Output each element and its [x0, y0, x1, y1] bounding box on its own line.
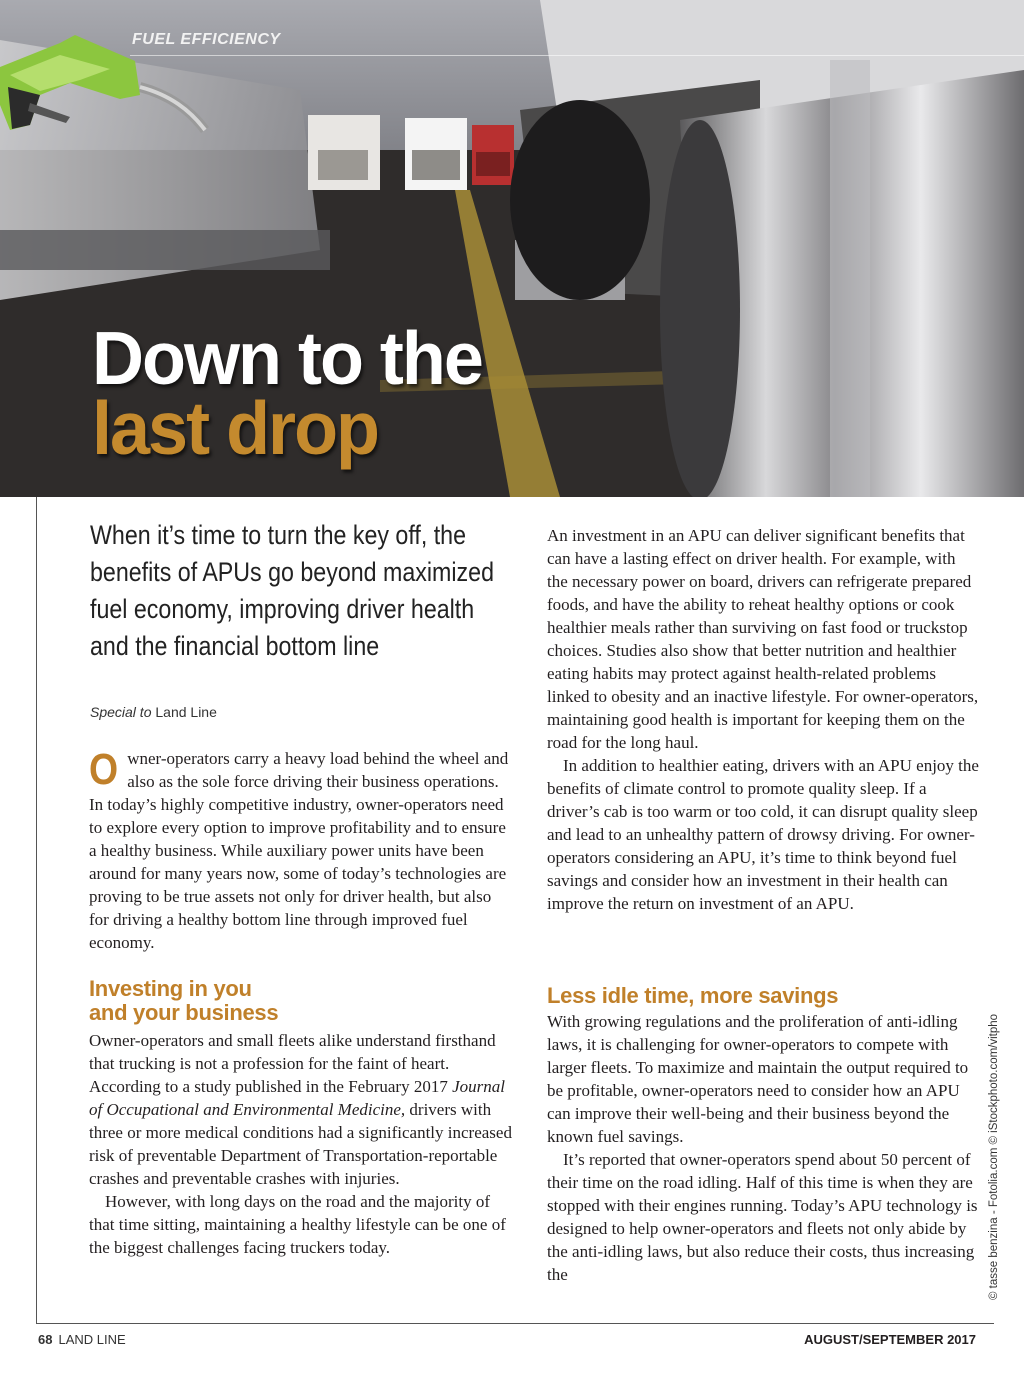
section-heading-idle-time: Less idle time, more savings [547, 983, 839, 1008]
byline-prefix: Special to [90, 704, 152, 720]
section-paragraph [89, 1029, 513, 1190]
footer-publication: LAND LINE [58, 1332, 126, 1347]
drop-cap: O [89, 745, 119, 794]
headline [92, 316, 482, 471]
section-label: FUEL EFFICIENCY [132, 31, 281, 48]
paragraph-text: drivers with three or more medical conditions had a significantly increased risk of preventable Department of Transportation-reportable crashes and preventable crashes with injuries. [89, 1100, 512, 1188]
section-paragraph: However, with long days on the road and the majority of that time sitting, maintaining a healthy lifestyle can be one of the biggest challenges facing truckers today. [89, 1192, 506, 1257]
heading-line-2: and your business [89, 1000, 279, 1025]
right-column-intro [547, 524, 979, 915]
intro-text: wner-operators carry a heavy load behind the wheel and also as the sole force driving their business operations. In today’s highly competitive industry, owner-operators need to explore every option to improve profitability and to ensure a healthy business. While auxiliary power units have been around for many years now, some of today’s technologies are proving to be true assets not only for driver health, but also for driving a healthy bottom line through improved fuel economy. [89, 749, 509, 952]
footer-issue-date: AUGUST/SEPTEMBER 2017 [804, 1332, 976, 1347]
hero-photo [0, 0, 1024, 497]
section-paragraph: An investment in an APU can deliver significant benefits that can have a lasting effect on driver health. For example, with the necessary power on board, drivers can refrigerate prepared foods, and have the ability to reheat healthy options or cook healthier meals rather than surviving on fast food or truckstop choices. Studies also show that better nutrition and healthier eating habits may protect against health-related problems linked to obesity and an inactive lifestyle. For owner-operators, maintaining good health is important for keeping them on the road for the long haul. [547, 526, 979, 752]
section-heading-investing [89, 977, 513, 1025]
journal-title: Journal of Occupational and Environmental Medicine, [89, 1077, 505, 1119]
footer-rule [36, 1323, 994, 1324]
section-paragraph: It’s reported that owner-operators spend about 50 percent of their time on the road idling. Half of this time is when they are stopped with their engines running. Today’s APU technology is designed to help owner-operators and fleets not only abide by the anti-idling laws, but also reduce their costs, thus increasing the [547, 1150, 978, 1284]
byline-publication: Land Line [155, 704, 217, 720]
photo-credit-text: © tasse benzina - Fotolia.com © iStockphoto.com/vitpho [988, 1013, 1000, 1300]
section-paragraph: In addition to healthier eating, drivers with an APU enjoy the benefits of climate control to promote quality sleep. If a driver’s cab is too warm or too cold, it can disrupt quality sleep and lead to an unhealthy pattern of drowsy driving. For owner-operators considering an APU, it’s time to think beyond fuel savings and consider how an investment in their health can improve the return on investment of an APU. [547, 756, 979, 913]
section-idle-time [547, 984, 979, 1286]
paragraph-text: Owner-operators and small fleets alike understand firsthand that trucking is not a profession for the faint of heart. According to a study published in the February 2017 [89, 1031, 496, 1096]
left-border-rule [36, 497, 37, 1323]
section-investing [89, 977, 513, 1259]
headline-line-2: last drop [92, 386, 379, 471]
heading-line-1: Investing in you [89, 976, 252, 1001]
footer-folio [38, 1332, 126, 1347]
intro-paragraph [89, 747, 513, 954]
section-rule [130, 55, 1024, 56]
deck: When it’s time to turn the key off, the benefits of APUs go beyond maximized fuel economy, improving driver health and the financial bottom line [90, 520, 494, 661]
section-paragraph: With growing regulations and the proliferation of anti-idling laws, it is challenging for owner-operators to compete with larger fleets. To maximize and maintain the output required to be profitable, owner-operators need to consider how an APU can improve their well-being and their business beyond the known fuel savings. [547, 1012, 969, 1146]
headline-line-1: Down to the [92, 316, 482, 401]
byline [90, 704, 217, 720]
page-number: 68 [38, 1332, 53, 1347]
